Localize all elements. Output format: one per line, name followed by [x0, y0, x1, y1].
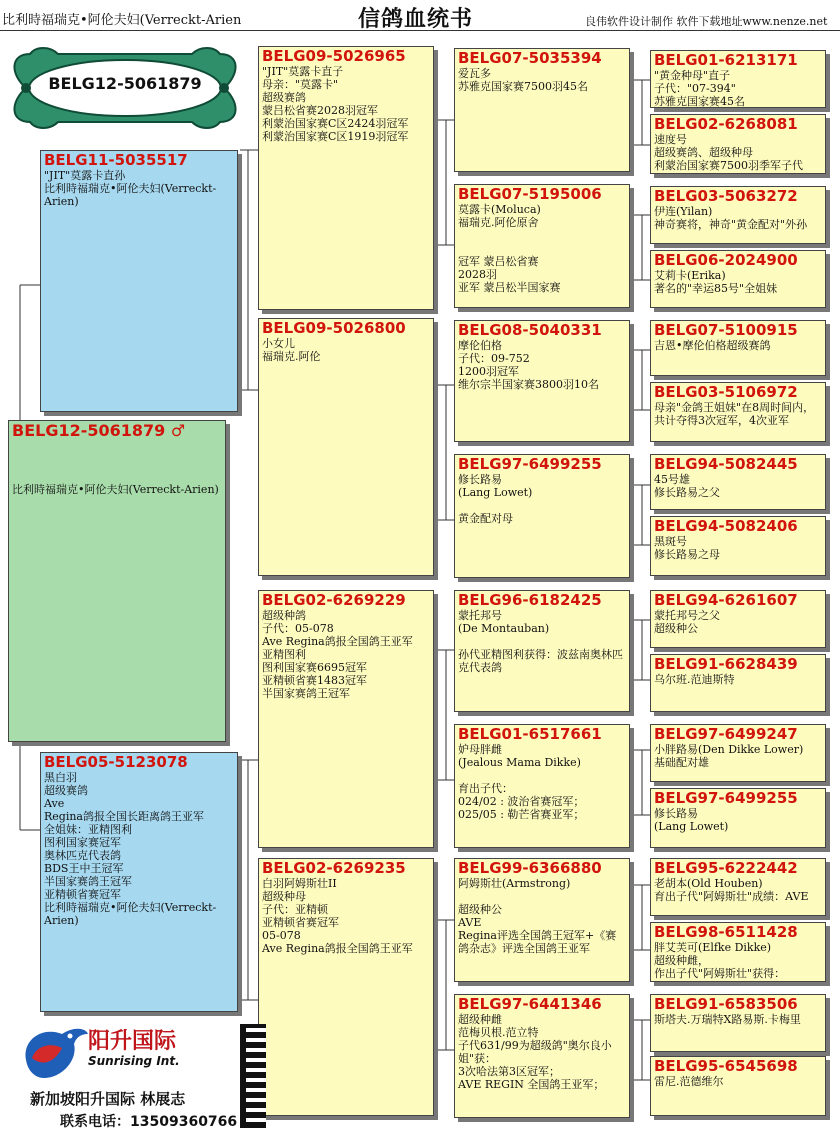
- granddam-paternal-card: [258, 318, 434, 576]
- gen4-card: [650, 858, 826, 916]
- gen3-card: [454, 48, 630, 172]
- pedigree-text: 修长路易 (Lang Lowet): [654, 807, 729, 833]
- subject-card: [8, 420, 226, 742]
- company-logo: [8, 1018, 248, 1134]
- pedigree-ring: BELG95-6545698: [654, 1057, 798, 1075]
- logo-phone: 联系电话：13509360766: [60, 1114, 238, 1130]
- pedigree-text: 蒙托邦号 (De Montauban) 孙代亚精图利获得：波兹南奥林匹克代表鸽: [458, 609, 623, 674]
- plaque-ring-number: BELG12-5061879: [48, 74, 202, 93]
- dam-card: [40, 752, 238, 1012]
- gen4-card: [650, 516, 826, 576]
- pedigree-text: 摩伦伯格 子代：09-752 1200羽冠军 维尔宗半国家赛3800羽10名: [458, 339, 599, 391]
- gen3-card: [454, 454, 630, 578]
- dam-text: 黑白羽 超级赛鸽 Ave Regina鸽报全国长距离鸽王亚军 全姐妹：亚精图利 图利国家赛冠军 奥林匹克代表鸽 BDS王中王冠军 半国家赛鸽王冠军 亚精顿省赛冠军 比利時福瑞克•阿伦夫妇(Verreckt-Arien): [44, 771, 217, 927]
- logo-company-line: 新加坡阳升国际 林展志: [30, 1090, 186, 1108]
- subject-text: 比利時福瑞克•阿伦夫妇(Verreckt-Arien): [12, 483, 219, 496]
- pedigree-ring: BELG94-5082445: [654, 455, 798, 473]
- pedigree-text: "黄金种母"直子 子代："07-394" 苏雅克国家赛45名: [654, 69, 745, 108]
- pedigree-text: 超级种鸽 子代：05-078 Ave Regina鸽报全国鸽王亚军 亚精图利 图利国家赛6695冠军 亚精顿省赛1483冠军 半国家赛鸽王冠军: [262, 609, 413, 700]
- gen4-card: [650, 50, 826, 108]
- gen4-card: [650, 994, 826, 1052]
- gen4-card: [650, 724, 826, 782]
- pedigree-ring: BELG95-6222442: [654, 859, 798, 877]
- pedigree-text: 阿姆斯壮(Armstrong) 超级种公 AVE Regina评选全国鸽王冠军+《赛鸽杂志》评选全国鸽王亚军: [458, 877, 617, 955]
- pedigree-text: 莫露卡(Moluca) 福瑞克.阿伦原舍 冠军 蒙吕松省赛 2028羽 亚军 蒙吕松半国家赛: [458, 203, 561, 294]
- pedigree-ring: BELG03-5063272: [654, 187, 798, 205]
- pedigree-ring: BELG02-6269235: [262, 859, 406, 877]
- gen4-card: [650, 1056, 826, 1116]
- pedigree-text: 妒母胖雌 (Jealous Mama Dikke) 育出子代： 024/02 : 波治省赛冠军； 025/05 : 勒芒省赛亚军；: [458, 743, 585, 821]
- pedigree-ring: BELG91-6583506: [654, 995, 798, 1013]
- gen4-card: [650, 454, 826, 510]
- subject-ring: BELG12-5061879 ♂: [12, 421, 186, 440]
- pedigree-text: 母亲"金鸽王姐妹"在8周时间内，共计夺得3次冠军，4次亚军: [654, 401, 815, 427]
- pedigree-text: 小胖路易(Den Dikke Lower) 基础配对雄: [654, 743, 804, 769]
- pedigree-ring: BELG02-6269229: [262, 591, 406, 609]
- pedigree-text: 白羽阿姆斯壮II 超级种母 子代：亚精顿 亚精顿省赛冠军 05-078 Ave Regina鸽报全国鸽王亚军: [262, 877, 413, 955]
- pedigree-text: 爱瓦多 苏雅克国家赛7500羽45名: [458, 67, 588, 93]
- pedigree-ring: BELG99-6366880: [458, 859, 602, 877]
- owner-name: 比利時福瑞克•阿伦夫妇(Verreckt-Arien: [2, 13, 242, 28]
- pedigree-ring: BELG01-6213171: [654, 51, 798, 69]
- pedigree-text: 修长路易 (Lang Lowet) 黄金配对母: [458, 473, 533, 525]
- gen3-card: [454, 320, 630, 442]
- logo-brand: 阳升国际: [88, 1029, 177, 1054]
- gen3-card: [454, 590, 630, 712]
- pedigree-ring: BELG96-6182425: [458, 591, 602, 609]
- pedigree-ring: BELG07-5100915: [654, 321, 798, 339]
- pedigree-text: 雷尼.范德维尔: [654, 1075, 724, 1088]
- gen4-card: [650, 114, 826, 174]
- pedigree-ring: BELG97-6499255: [458, 455, 602, 473]
- pedigree-ring: BELG03-5106972: [654, 383, 798, 401]
- pedigree-text: 伊连(Yilan) 神奇赛将，神奇"黄金配对"外孙: [654, 205, 808, 231]
- pedigree-ring: BELG02-6268081: [654, 115, 798, 133]
- pedigree-text: 小女儿 福瑞克.阿伦: [262, 337, 321, 363]
- page-title: 信鸽血统书: [358, 6, 474, 32]
- granddam-maternal-card: [258, 858, 434, 1116]
- gen4-card: [650, 320, 826, 376]
- pedigree-text: "JIT"莫露卡直子 母亲："莫露卡" 超级赛鸽 蒙吕松省赛2028羽冠军 利蒙治国家赛C区2424羽冠军 利蒙治国家赛C区1919羽冠军: [262, 65, 409, 143]
- gen4-card: [650, 382, 826, 442]
- pedigree-ring: BELG06-2024900: [654, 251, 798, 269]
- pedigree-text: 艾莉卡(Erika) 著名的"幸运85号"全姐妹: [654, 269, 778, 295]
- pedigree-ring: BELG94-5082406: [654, 517, 798, 535]
- gen4-card: [650, 788, 826, 848]
- logo-english: Sunrising Int.: [88, 1054, 180, 1068]
- pedigree-ring: BELG01-6517661: [458, 725, 602, 743]
- gen3-card: [454, 994, 630, 1118]
- pedigree-text: 老胡本(Old Houben) 育出子代"阿姆斯壮"成绩：AVE: [654, 877, 809, 903]
- sire-text: "JIT"莫露卡直孙 比利時福瑞克•阿伦夫妇(Verreckt-Arien): [44, 169, 217, 208]
- pedigree-text: 超级种雌 范梅贝根.范立特 子代631/99为超级鸽"奥尔良小姐"获： 3次哈法第3区冠军； AVE REGIN 全国鸽王亚军；: [458, 1013, 612, 1091]
- pedigree-text: 45号雄 修长路易之父: [654, 473, 720, 499]
- qr-code-icon: [240, 1024, 266, 1128]
- gen4-card: [650, 922, 826, 982]
- grandsire-paternal-card: [258, 46, 434, 310]
- pedigree-ring: BELG97-6441346: [458, 995, 602, 1013]
- software-credit: 良伟软件设计制作 软件下载地址www.nenze.net: [585, 15, 828, 28]
- pedigree-ring: BELG97-6499255: [654, 789, 798, 807]
- pedigree-ring: BELG98-6511428: [654, 923, 798, 941]
- gen3-card: [454, 724, 630, 848]
- pedigree-ring: BELG91-6628439: [654, 655, 798, 673]
- bird-logo-icon: [18, 1020, 90, 1084]
- gen4-card: [650, 654, 826, 712]
- pedigree-ring: BELG09-5026800: [262, 319, 406, 337]
- gen4-card: [650, 250, 826, 308]
- pedigree-text: 斯塔夫.万瑞特X路易斯.卡梅里: [654, 1013, 801, 1026]
- sire-ring: BELG11-5035517: [44, 151, 188, 169]
- dam-ring: BELG05-5123078: [44, 753, 188, 771]
- pedigree-text: 速度号 超级赛鸽、超级种母 利蒙治国家赛7500羽季军子代: [654, 133, 803, 172]
- pedigree-text: 蒙托邦号之父 超级种公: [654, 609, 720, 635]
- gen4-card: [650, 186, 826, 244]
- sire-card: [40, 150, 238, 412]
- pedigree-text: 黑斑号 修长路易之母: [654, 535, 720, 561]
- ring-plaque: [6, 44, 244, 132]
- pedigree-ring: BELG08-5040331: [458, 321, 602, 339]
- pedigree-text: 吉恩•摩伦伯格超级赛鸽: [654, 339, 771, 352]
- gen4-card: [650, 590, 826, 648]
- pedigree-ring: BELG07-5035394: [458, 49, 602, 67]
- gen3-card: [454, 858, 630, 982]
- gen3-card: [454, 184, 630, 308]
- pedigree-ring: BELG07-5195006: [458, 185, 602, 203]
- pedigree-text: 胖艾芙可(Elfke Dikke) 超级种雌， 作出子代"阿姆斯壮"获得：: [654, 941, 786, 980]
- pedigree-ring: BELG09-5026965: [262, 47, 406, 65]
- pedigree-ring: BELG94-6261607: [654, 591, 798, 609]
- pedigree-ring: BELG97-6499247: [654, 725, 798, 743]
- pedigree-text: 乌尔班.范迪斯特: [654, 673, 735, 686]
- grandsire-maternal-card: [258, 590, 434, 848]
